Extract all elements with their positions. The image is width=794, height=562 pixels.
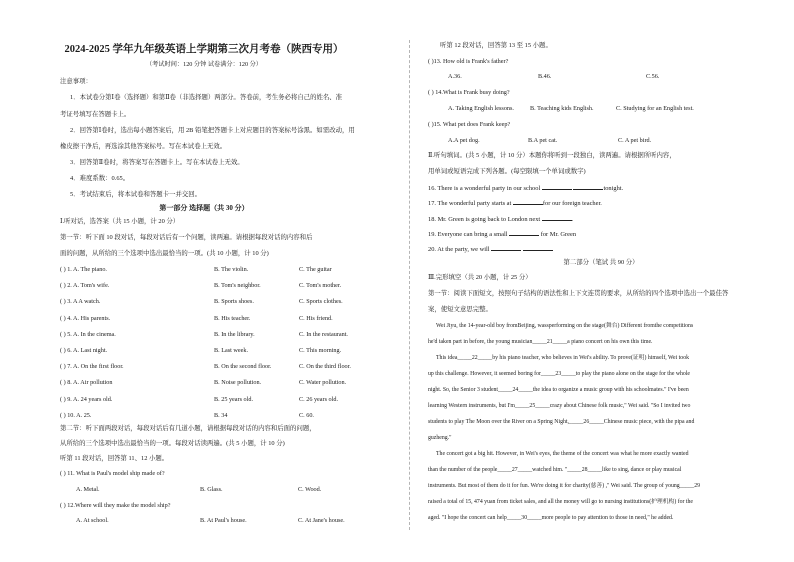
option-c: C. Water pollution. [299, 379, 347, 387]
option-b: B. In the library. [214, 330, 255, 338]
passage-line: learning Western instruments, but I'm_____25_____crazy about Chinese folk music," Wei said. "So I invited two [428, 403, 691, 409]
question-item: ( ) 7. A. On the first floor. [60, 363, 124, 371]
passage-line: This idea_____22_____by his piano teacher, who believes in Wei's ability. To prove(证明) himself, Wei took [436, 355, 689, 361]
question-12: ( ) 12.Where will they make the model ship? [60, 502, 171, 509]
option-c: C. 26 years old. [299, 395, 339, 403]
answer-blank[interactable] [542, 183, 572, 190]
question-item: ( ) 6. A. Last night. [60, 347, 108, 354]
option-b: B. Noise pollution. [214, 379, 262, 387]
question-item: ( ) 4. A. His parents. [60, 314, 111, 322]
note-line: 1．本试卷分第Ⅰ卷（选择题）和第Ⅱ卷（非选择题）两部分。答卷前，考生务必将自己的姓名、准 [70, 94, 343, 101]
sub1-instruction: 第一节：听下面 10 段对话，每段对话后有一个问题，读两遍。请根据每段对话的内容和后 [60, 234, 313, 241]
section3-instruction: 第一节：阅读下面短文，按照句子结构的语法性和上下文连贯的要求，从所给的四个选项中选出一个最佳答 [428, 290, 729, 297]
answer-blank[interactable] [513, 198, 543, 205]
fill-question: 19. Everyone can bring a small for Mr. Green [428, 230, 577, 238]
passage-line: The concert got a big hit. However, in Wei's eyes, the theme of the concert was what he more exactly wanted [436, 451, 689, 457]
question-14: ( ) 14.What is Frank busy doing? [428, 89, 510, 96]
option-c: C. This morning. [299, 347, 342, 354]
passage-line: instruments. But most of them do it for fun. We're doing it for charity(慈善) ," Wei said. The group of young_____29 [428, 483, 700, 489]
question-11: ( ) 11. What is Paul's model ship made of? [60, 470, 165, 477]
option-c: C. 60. [299, 411, 314, 419]
column-divider [409, 40, 410, 530]
section2-heading: Ⅱ.听句填词。(共 5 小题，计 10 分）本题你将听到一段独白，读两遍。请根据所听内容， [428, 152, 676, 159]
question-item: ( ) 10. A. 25. [60, 411, 92, 419]
option-b: B. Teaching kids English. [530, 105, 594, 112]
note-line: 3．回答第Ⅱ卷时，将答案写在答题卡上。写在本试卷上无效。 [70, 159, 244, 166]
fill-question: 20. At the party, we will [428, 244, 553, 254]
passage-line: night. So, the Senior 3 student_____24_____the idea to organize a music group with his schoolmates." I've been [428, 387, 689, 393]
question-item: ( ) 8. A. Air pollution [60, 379, 113, 387]
option-b: B. His teacher. [214, 314, 251, 322]
sub2-instruction: 第二节：听下面两段对话，每段对话后有几道小题，请根据每段对话的内容和后面的问题， [60, 425, 316, 432]
answer-blank[interactable] [573, 183, 603, 190]
option-b: B. At Paul's house. [200, 517, 247, 524]
answer-blank[interactable] [509, 229, 539, 236]
option-c: C. Wood. [298, 486, 322, 493]
option-b: B. Sports shoes. [214, 298, 254, 306]
part2-heading: 第二部分（笔试 共 90 分） [563, 259, 639, 266]
fill-question: 18. Mr. Green is going back to London next . [428, 215, 574, 223]
sub2-instruction: 从所给的三个选项中选出最恰当的一项。每段对话读两遍。(共 5 小题，计 10 分) [60, 440, 285, 447]
option-b: B. Last week. [214, 347, 249, 354]
passage-line: guzheng." [428, 435, 452, 441]
option-c: C. Sports clothes. [299, 298, 343, 306]
question-item: ( ) 5. A. In the cinema. [60, 330, 116, 338]
option-c: C. His friend. [299, 314, 333, 322]
fill-question: 16. There is a wonderful party in our school tonight. [428, 185, 624, 192]
section1-heading: Ⅰ.听对话，选答案（共 15 小题，计 20 分） [60, 218, 180, 225]
option-b: B. Glass. [200, 486, 223, 493]
option-a: A. At school. [76, 517, 109, 524]
passage-line: than the number of the people_____27_____watched him. "_____28_____like to sing, dance or play musical [428, 467, 682, 473]
sub1-instruction: 面的问题，从所给的三个选项中选出最恰当的一项。(共 10 小题，计 10 分) [60, 250, 269, 257]
option-c: C. Tom's mother. [299, 282, 342, 290]
option-c: C. At Jane's house. [298, 517, 345, 524]
note-line: 5．考试结束后，将本试卷和答题卡一并交回。 [70, 191, 202, 198]
option-b: B.A pet cat. [528, 137, 558, 144]
question-item: ( ) 3. A A watch. [60, 298, 101, 306]
passage-line: Wei Jiyu, the 14-year-old boy fromBeijing, wassperforming on the stage(舞台) Different fromthe competitions [436, 323, 694, 329]
time-note: （考试时间：120 分钟 试卷满分：120 分） [145, 61, 262, 68]
option-a: A. Taking English lessons. [448, 105, 514, 112]
note-line: 橡皮擦干净后，再选涂其他答案标号。写在本试卷上无效。 [60, 143, 227, 150]
section3-heading: Ⅲ.完形填空（共 20 小题，计 25 分） [428, 274, 532, 281]
note-line: 4．难度系数：0.65。 [70, 175, 130, 182]
option-c: C. Studying for an English test. [616, 105, 694, 112]
passage-line: raised a total of 15, 474 yuan from ticket sales, and all the money will go to nursing institutions(护理机构) for the [428, 499, 693, 505]
note-line: 2．回答第Ⅰ卷时，选出每小题答案后，用 2B 铅笔把答题卡上对应题目的答案标号涂黑。如需改动，用 [70, 127, 355, 134]
option-a: A. Metal. [76, 486, 100, 493]
option-b: B. 34 [214, 411, 228, 419]
fill-question: 17. The wonderful party starts at for our foreign teacher. [428, 200, 602, 208]
notes-heading: 注意事项： [60, 78, 92, 85]
passage-line: aged. "I hope the concert can help_____30_____more people to pay attention to those in need," he added. [428, 515, 674, 521]
question-13: ( )13. How old is Frank's father? [428, 58, 509, 65]
option-a: A.A pet dog. [448, 137, 480, 144]
option-b: B. Tom's neighbor. [214, 282, 261, 290]
answer-blank[interactable] [491, 244, 521, 251]
option-c: C. In the restaurant. [299, 330, 348, 338]
question-item: ( ) 9. A. 24 years old. [60, 395, 113, 403]
option-c: C. On the third floor. [299, 363, 351, 371]
exam-title: 2024-2025 学年九年级英语上学期第三次月考卷（陕西专用） [64, 44, 344, 55]
answer-blank[interactable] [523, 244, 553, 251]
option-a: A.36. [448, 73, 462, 80]
passage-line: he'd taken part in before, the young musician_____21_____a piano concert on his own this time. [428, 339, 653, 345]
option-c: C.56. [646, 73, 660, 80]
answer-blank[interactable] [542, 214, 572, 221]
option-b: B. On the second floor. [214, 363, 272, 371]
section3-instruction: 案，使短文意思完整。 [428, 306, 492, 313]
question-item: ( ) 2. A. Tom's wife. [60, 282, 110, 290]
sub2-instruction: 听第 11 段对话，回答第 11、12 小题。 [60, 455, 169, 462]
part1-heading: 第一部分 选择题（共 30 分） [159, 204, 249, 212]
section2-instruction: 用单词或短语完成下列各题。(每空限填一个单词或数字) [428, 168, 586, 175]
option-c: C. The guitar [299, 266, 332, 273]
option-b: B.46. [538, 73, 552, 80]
option-b: B. The violin. [214, 266, 249, 273]
passage-line: up this challenge. However, it seemed boring for_____23_____to play the piano alone on the stage for the whole [428, 371, 691, 377]
option-c: C. A pet bird. [618, 137, 652, 144]
note-line: 考证号填写在答题卡上。 [60, 111, 131, 118]
question-item: ( ) 1. A. The piano. [60, 266, 107, 273]
dialogue-12-instruction: 听第 12 段对话，回答第 13 至 15 小题。 [440, 42, 552, 49]
passage-line: students to play The Moon over the River on a Spring Night,_____26_____Chinese music piece, with the pipa and [428, 419, 695, 425]
question-15: ( )15. What pet does Frank keep? [428, 121, 511, 128]
option-b: B. 25 years old. [214, 395, 254, 403]
